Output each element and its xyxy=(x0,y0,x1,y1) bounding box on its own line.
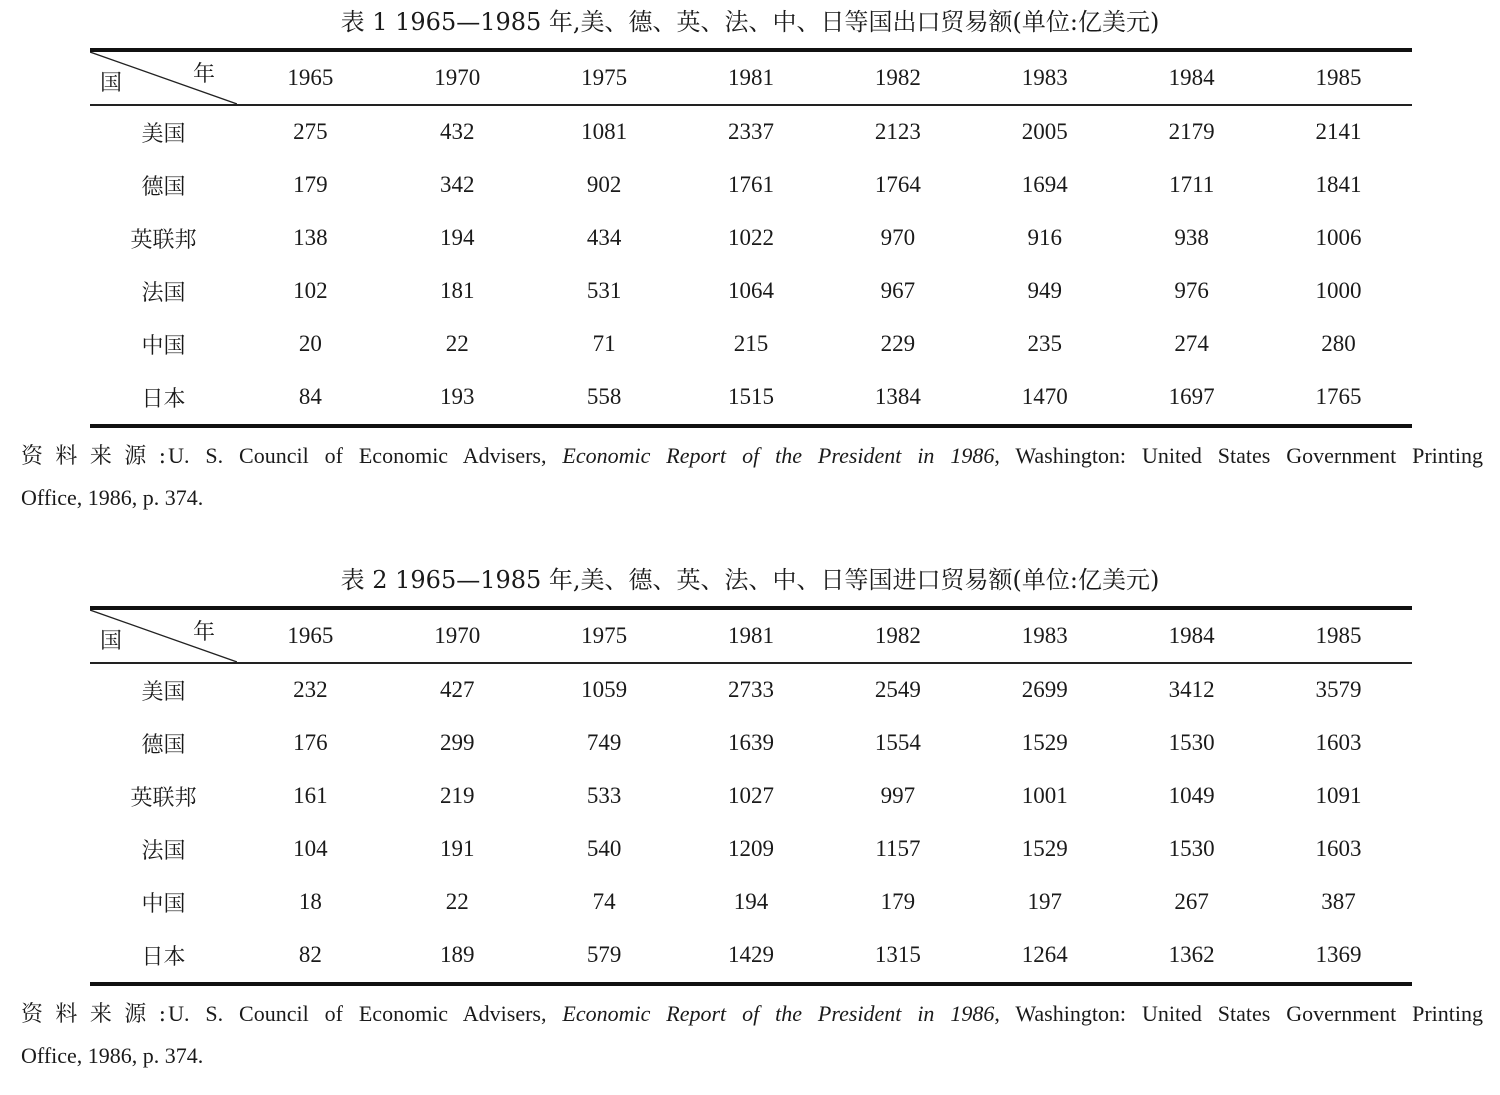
value-cell: 1765 xyxy=(1315,384,1362,409)
value-cell: 1362 xyxy=(1168,942,1215,967)
value-cell: 189 xyxy=(440,942,475,967)
value-cell: 1049 xyxy=(1168,783,1215,808)
value-cell: 1530 xyxy=(1168,730,1215,755)
export-table xyxy=(90,48,1412,428)
value-cell: 194 xyxy=(440,225,475,250)
value-cell: 342 xyxy=(440,172,475,197)
table-row xyxy=(90,159,1412,212)
value-cell: 2005 xyxy=(1021,119,1068,144)
value-cell: 970 xyxy=(880,225,916,250)
year-header: 1985 xyxy=(1315,65,1362,90)
value-cell: 2179 xyxy=(1168,119,1215,144)
year-header: 1982 xyxy=(874,623,921,648)
country-cell: 美国 xyxy=(141,679,186,705)
value-cell: 1764 xyxy=(874,172,921,197)
value-cell: 3412 xyxy=(1168,677,1215,702)
year-header: 1965 xyxy=(287,65,334,90)
source-publisher: , Washington: United States Government Printing xyxy=(994,1001,1484,1026)
value-cell: 84 xyxy=(298,384,322,409)
country-cell: 中国 xyxy=(141,333,186,359)
country-cell: 德国 xyxy=(141,174,186,200)
value-cell: 427 xyxy=(440,677,475,702)
value-cell: 1081 xyxy=(581,119,628,144)
value-cell: 229 xyxy=(880,331,916,356)
table-row xyxy=(90,823,1412,876)
value-cell: 533 xyxy=(586,783,622,808)
source-text: U. S. Council of Economic Advisers, xyxy=(168,1001,547,1026)
value-cell: 179 xyxy=(293,172,328,197)
value-cell: 71 xyxy=(592,331,616,356)
value-cell: 1315 xyxy=(874,942,921,967)
value-cell: 1027 xyxy=(728,783,775,808)
value-cell: 2123 xyxy=(874,119,921,144)
value-cell: 1841 xyxy=(1315,172,1362,197)
header-row xyxy=(90,52,1412,104)
value-cell: 2337 xyxy=(728,119,775,144)
value-cell: 275 xyxy=(293,119,328,144)
value-cell: 215 xyxy=(733,331,769,356)
year-header: 1965 xyxy=(287,623,334,648)
corner-country-label: 国 xyxy=(100,71,123,96)
value-cell: 2733 xyxy=(728,677,775,702)
year-header: 1970 xyxy=(434,623,481,648)
year-header: 1970 xyxy=(434,65,481,90)
year-header: 1985 xyxy=(1315,623,1362,648)
source-publisher: , Washington: United States Government Printing xyxy=(994,443,1484,468)
value-cell: 1429 xyxy=(728,942,775,967)
value-cell: 1529 xyxy=(1021,730,1068,755)
value-cell: 104 xyxy=(293,836,328,861)
country-cell: 日本 xyxy=(141,386,186,412)
country-cell: 法国 xyxy=(141,838,186,864)
value-cell: 1603 xyxy=(1315,730,1362,755)
country-cell: 英联邦 xyxy=(130,785,197,811)
value-cell: 1006 xyxy=(1315,225,1362,250)
value-cell: 540 xyxy=(586,836,622,861)
year-header: 1975 xyxy=(581,65,628,90)
value-cell: 432 xyxy=(440,119,475,144)
year-header: 1983 xyxy=(1021,623,1068,648)
value-cell: 1059 xyxy=(581,677,628,702)
value-cell: 967 xyxy=(880,278,916,303)
value-cell: 193 xyxy=(440,384,475,409)
table-body xyxy=(90,664,1412,982)
table-row xyxy=(90,929,1412,982)
value-cell: 3579 xyxy=(1315,677,1362,702)
corner-year-label: 年 xyxy=(193,62,216,87)
year-header: 1982 xyxy=(874,65,921,90)
value-cell: 1369 xyxy=(1315,942,1362,967)
value-cell: 1091 xyxy=(1315,783,1362,808)
header-row xyxy=(90,610,1412,662)
corner-country-label: 国 xyxy=(100,629,123,654)
corner-header xyxy=(90,52,237,104)
value-cell: 2141 xyxy=(1315,119,1362,144)
value-cell: 1470 xyxy=(1021,384,1068,409)
value-cell: 976 xyxy=(1174,278,1209,303)
value-cell: 235 xyxy=(1027,331,1063,356)
year-header: 1983 xyxy=(1021,65,1068,90)
value-cell: 191 xyxy=(440,836,475,861)
value-cell: 1384 xyxy=(874,384,921,409)
value-cell: 1530 xyxy=(1168,836,1215,861)
value-cell: 197 xyxy=(1027,889,1063,914)
value-cell: 161 xyxy=(293,783,328,808)
value-cell: 179 xyxy=(880,889,916,914)
value-cell: 194 xyxy=(733,889,769,914)
value-cell: 1022 xyxy=(728,225,775,250)
value-cell: 82 xyxy=(298,942,322,967)
import-table xyxy=(90,606,1412,986)
value-cell: 1209 xyxy=(728,836,775,861)
table-bottom-rule xyxy=(90,982,1412,986)
table-row xyxy=(90,717,1412,770)
value-cell: 20 xyxy=(298,331,322,356)
value-cell: 102 xyxy=(293,278,328,303)
value-cell: 1529 xyxy=(1021,836,1068,861)
value-cell: 18 xyxy=(298,889,322,914)
source-label: 资料来源: xyxy=(21,444,169,469)
value-cell: 280 xyxy=(1321,331,1356,356)
value-cell: 902 xyxy=(586,172,622,197)
value-cell: 938 xyxy=(1174,225,1209,250)
country-cell: 英联邦 xyxy=(130,227,197,253)
value-cell: 1761 xyxy=(728,172,775,197)
year-header: 1975 xyxy=(581,623,628,648)
table-2-caption: 表 2 1965—1985 年,美、德、英、法、中、日等国进口贸易额(单位:亿美元) xyxy=(340,566,1160,594)
table-bottom-rule xyxy=(90,424,1412,428)
value-cell: 1157 xyxy=(875,836,921,861)
table-row xyxy=(90,212,1412,265)
table-row xyxy=(90,770,1412,823)
value-cell: 1000 xyxy=(1315,278,1362,303)
value-cell: 1264 xyxy=(1021,942,1068,967)
value-cell: 1639 xyxy=(728,730,775,755)
value-cell: 997 xyxy=(880,783,916,808)
country-cell: 德国 xyxy=(141,732,186,758)
country-cell: 美国 xyxy=(141,121,186,147)
value-cell: 579 xyxy=(586,942,622,967)
year-header: 1981 xyxy=(728,623,775,648)
source-note-line2: Office, 1986, p. 374. xyxy=(21,1043,204,1068)
value-cell: 434 xyxy=(586,225,622,250)
country-cell: 法国 xyxy=(141,280,186,306)
value-cell: 232 xyxy=(293,677,328,702)
source-report-title: Economic Report of the President in 1986 xyxy=(562,1001,995,1026)
value-cell: 1694 xyxy=(1021,172,1068,197)
value-cell: 1603 xyxy=(1315,836,1362,861)
table-row xyxy=(90,664,1412,717)
value-cell: 1554 xyxy=(874,730,921,755)
value-cell: 2699 xyxy=(1021,677,1068,702)
table-row xyxy=(90,876,1412,929)
value-cell: 1064 xyxy=(728,278,775,303)
table-row xyxy=(90,106,1412,159)
value-cell: 1697 xyxy=(1168,384,1215,409)
table-1-caption: 表 1 1965—1985 年,美、德、英、法、中、日等国出口贸易额(单位:亿美元) xyxy=(340,8,1160,36)
table-body xyxy=(90,106,1412,424)
table-row xyxy=(90,371,1412,424)
source-report-title: Economic Report of the President in 1986 xyxy=(562,443,995,468)
country-cell: 日本 xyxy=(141,944,186,970)
year-header: 1981 xyxy=(728,65,775,90)
value-cell: 949 xyxy=(1027,278,1063,303)
country-cell: 中国 xyxy=(141,891,186,917)
value-cell: 74 xyxy=(592,889,616,914)
value-cell: 274 xyxy=(1174,331,1209,356)
value-cell: 219 xyxy=(440,783,475,808)
corner-header xyxy=(90,610,237,662)
value-cell: 749 xyxy=(586,730,622,755)
table-row xyxy=(90,265,1412,318)
value-cell: 22 xyxy=(445,889,469,914)
year-header: 1984 xyxy=(1168,623,1215,648)
corner-year-label: 年 xyxy=(193,620,216,645)
year-header: 1984 xyxy=(1168,65,1215,90)
value-cell: 176 xyxy=(293,730,328,755)
value-cell: 558 xyxy=(586,384,622,409)
value-cell: 916 xyxy=(1027,225,1063,250)
value-cell: 531 xyxy=(586,278,622,303)
value-cell: 22 xyxy=(445,331,469,356)
value-cell: 1711 xyxy=(1169,172,1215,197)
value-cell: 299 xyxy=(440,730,475,755)
value-cell: 1515 xyxy=(728,384,775,409)
value-cell: 1001 xyxy=(1021,783,1068,808)
table-row xyxy=(90,318,1412,371)
source-label: 资料来源: xyxy=(21,1002,169,1027)
value-cell: 138 xyxy=(293,225,328,250)
value-cell: 181 xyxy=(440,278,475,303)
value-cell: 267 xyxy=(1174,889,1209,914)
source-note-line2: Office, 1986, p. 374. xyxy=(21,485,204,510)
value-cell: 387 xyxy=(1321,889,1356,914)
value-cell: 2549 xyxy=(874,677,921,702)
source-note-line1 xyxy=(21,435,1483,478)
source-note-line1 xyxy=(21,993,1483,1036)
source-text: U. S. Council of Economic Advisers, xyxy=(168,443,547,468)
